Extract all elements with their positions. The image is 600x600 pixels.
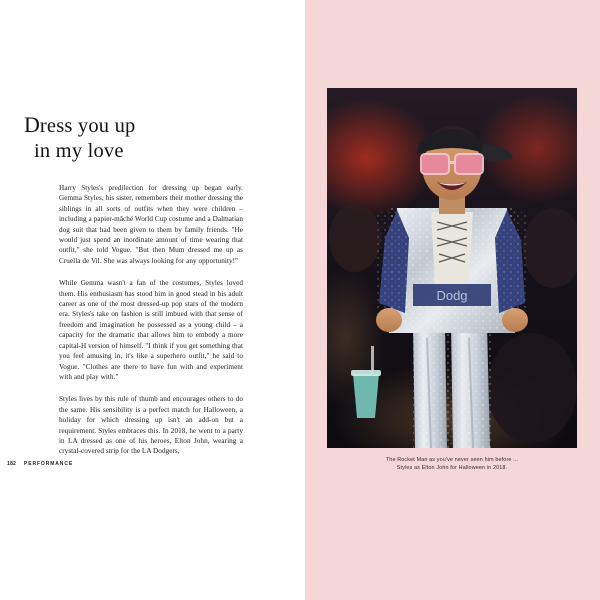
page-number: 182 bbox=[7, 461, 17, 467]
caption-line-2: Styles as Elton John for Halloween in 2018. bbox=[396, 465, 508, 472]
photo-caption bbox=[327, 456, 577, 473]
right-page bbox=[305, 0, 600, 600]
paragraph: While Gemma wasn't a fan of the costumes, Styles loved them. His enthusiasm has stood him in good stead in his adult career as one of the most dressed-up pop stars of the modern era. Styles's take on fashion is still imbued with that sense of freedom and imagination he possessed as a young child – a capacity for the dramatic that allows him to embody a more capital-H version of himself. "I think if you get something that you feel amusing in, it's like a superhero outfit," he said to Vogue. "Clothes are there to have fun with and experiment with and play with." bbox=[59, 279, 243, 381]
page-title bbox=[24, 112, 254, 164]
body-text-column bbox=[59, 183, 243, 469]
photograph bbox=[327, 88, 577, 448]
headline-dropcap: D bbox=[24, 112, 40, 137]
headline-line-1: ress you up bbox=[39, 115, 136, 137]
headline-line-2: in my love bbox=[34, 140, 124, 162]
paragraph: Styles lives by this rule of thumb and encourages others to do the same. His sensibility is a perfect match for Halloween, a holiday for which dressing up isn't an add-on but a requirement. Styles embraces this. In 2018, he went to a party in LA dressed as one of his heroes, Elton John, wearing a crystal-covered strip for the LA Dodgers, bbox=[59, 395, 243, 456]
running-head: PERFORMANCE bbox=[24, 461, 74, 467]
paragraph: Harry Styles's predilection for dressing up began early. Gemma Styles, his sister, remembers their mother dressing the siblings in all sorts of outfits when they were children – including a papier-mâché World Cup costume and a Dalmatian dog suit that had been given to them by family friends. "He would just spend an inordinate amount of time wearing that outfit," she told Vogue. "But then Mum dressed me up as Cruella de Vil. She was always looking for any opportunity!" bbox=[59, 184, 243, 265]
svg-text:Dodg: Dodg bbox=[436, 288, 468, 303]
caption-line-1: The Rocket Man as you've never seen him before ... bbox=[385, 457, 519, 463]
photo-illustration bbox=[327, 88, 577, 448]
